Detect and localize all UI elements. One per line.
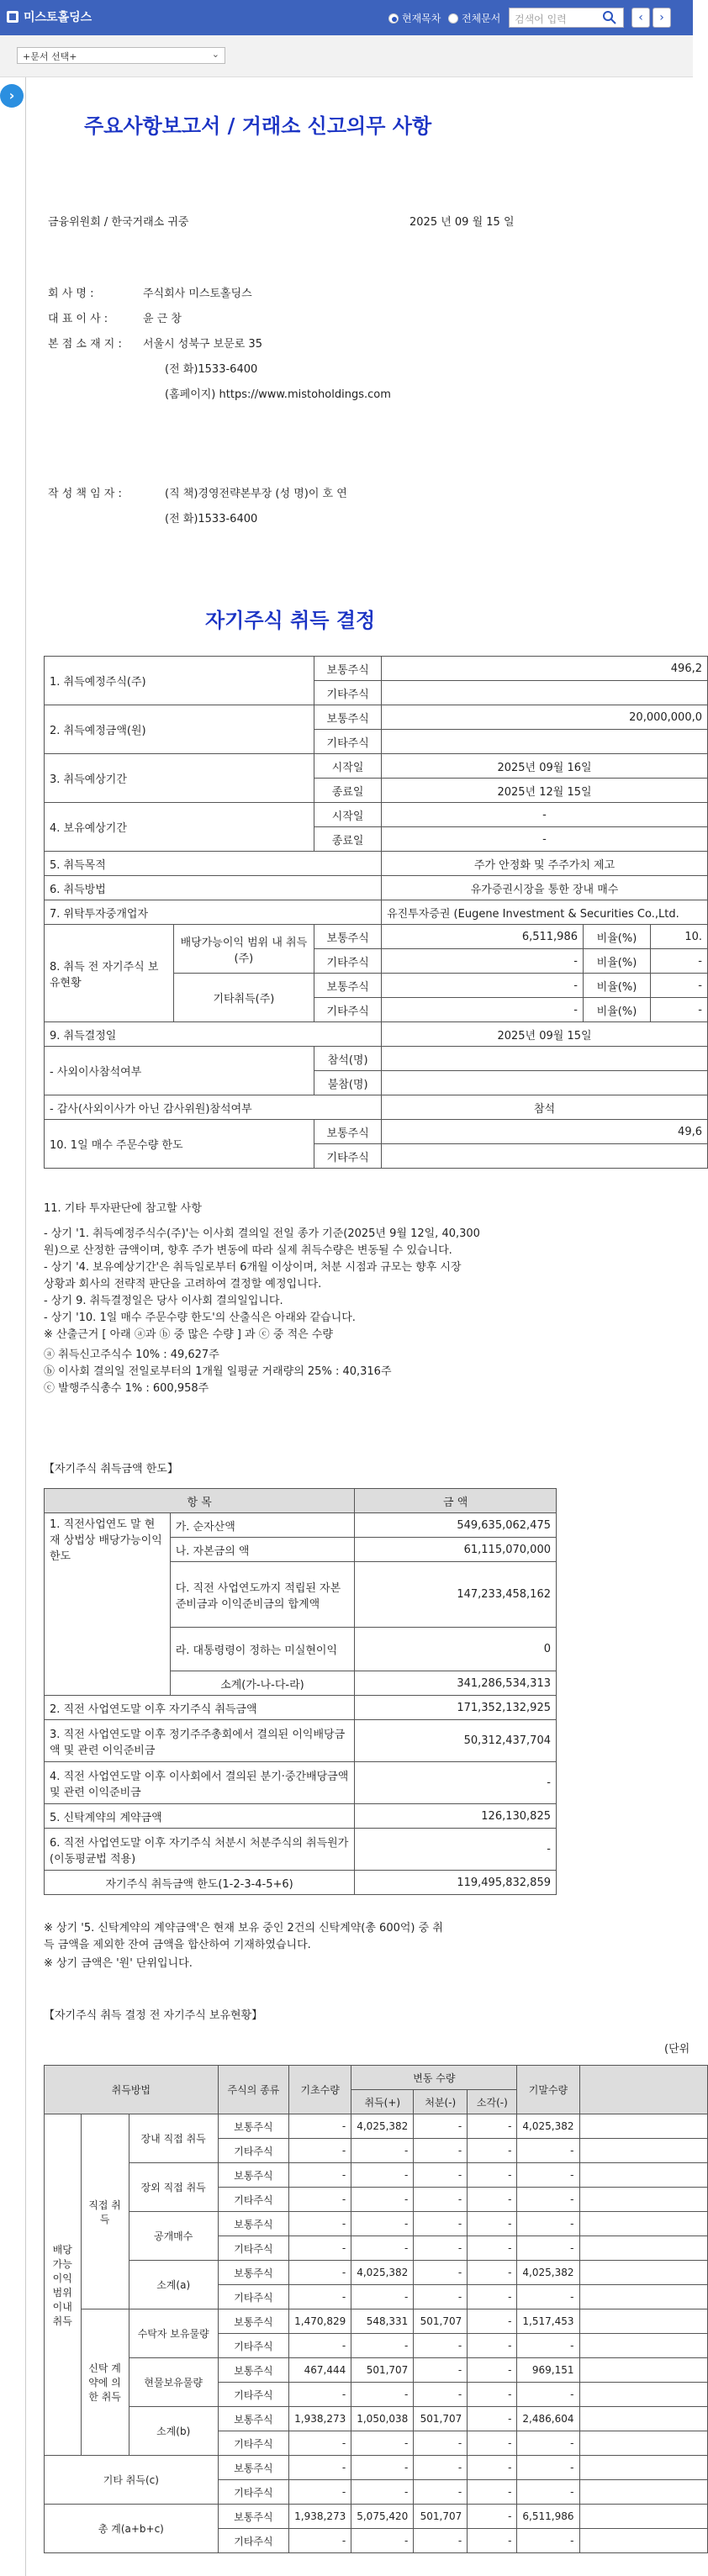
table-cell: - bbox=[517, 2334, 579, 2358]
section-title: 자기주식 취득 결정 bbox=[205, 608, 376, 632]
table-cell bbox=[579, 2139, 708, 2163]
table-cell: - bbox=[414, 2236, 468, 2261]
table-cell: 147,233,458,162 bbox=[355, 1562, 557, 1628]
table-cell: - bbox=[468, 2529, 517, 2553]
table-cell: - bbox=[650, 974, 707, 998]
table-cell: - bbox=[289, 2261, 351, 2285]
table-cell: 보통주식 bbox=[218, 2407, 288, 2431]
table-cell bbox=[579, 2236, 708, 2261]
table-cell: 배당 가능 이익 범위 이내 취득 bbox=[45, 2114, 82, 2456]
note-line: - 상기 9. 취득결정일은 당사 이사회 결의일입니다. bbox=[44, 1295, 283, 1307]
table-cell: 기말수량 bbox=[517, 2066, 579, 2114]
table-cell: 126,130,825 bbox=[355, 1804, 557, 1829]
table-cell bbox=[579, 2480, 708, 2505]
table-cell: 0 bbox=[355, 1628, 557, 1671]
table-cell: 6. 취득방법 bbox=[45, 876, 382, 900]
table-cell: - bbox=[468, 2383, 517, 2407]
table-cell: 주가 안정화 및 주주가치 제고 bbox=[382, 852, 708, 876]
table-cell: 비율(%) bbox=[584, 974, 651, 998]
table-cell: - bbox=[351, 2383, 414, 2407]
report-date: 2025 년 09 월 15 일 bbox=[409, 216, 515, 229]
table-row bbox=[45, 2212, 708, 2236]
table-cell: 4,025,382 bbox=[351, 2114, 414, 2139]
table-cell: 보통주식 bbox=[218, 2212, 288, 2236]
table-cell: 501,707 bbox=[414, 2407, 468, 2431]
table-cell: - bbox=[414, 2383, 468, 2407]
table-cell: 종료일 bbox=[314, 827, 382, 852]
table-cell: 549,635,062,475 bbox=[355, 1513, 557, 1538]
table-cell: 4. 직전 사업연도말 이후 이사회에서 결의된 분기·중간배당금액 및 관련 이익준비금 bbox=[45, 1762, 355, 1804]
holding-table bbox=[44, 2065, 708, 2553]
table-cell bbox=[579, 2334, 708, 2358]
app-title: 미스토홀딩스 bbox=[24, 11, 92, 24]
table-cell: 시작일 bbox=[314, 754, 382, 779]
table-cell: 기타주식 bbox=[314, 1144, 382, 1169]
table-cell: 2. 취득예정금액(원) bbox=[45, 705, 314, 754]
table-cell: 3. 취득예상기간 bbox=[45, 754, 314, 803]
table-cell: 기타주식 bbox=[218, 2529, 288, 2553]
unit-label: (단위 bbox=[664, 2043, 690, 2056]
table-cell: - bbox=[468, 2163, 517, 2188]
recipient: 금융위원회 / 한국거래소 귀중 bbox=[48, 216, 189, 229]
table-cell: 보통주식 bbox=[314, 705, 382, 730]
note-line: ※ 산출근거 [ 아래 ⓐ과 ⓑ 중 많은 수량 ] 과 ⓒ 중 적은 수량 bbox=[44, 1328, 333, 1341]
table-cell: - bbox=[650, 949, 707, 974]
table-cell: - 사외이사참석여부 bbox=[45, 1047, 314, 1095]
table-cell: - bbox=[382, 803, 708, 827]
table-row bbox=[45, 2505, 708, 2529]
table-cell: - bbox=[289, 2480, 351, 2505]
table-cell: 467,444 bbox=[289, 2358, 351, 2383]
table-cell bbox=[579, 2285, 708, 2309]
table-cell: 주식의 종류 bbox=[218, 2066, 288, 2114]
table-cell: 10. 1일 매수 주문수량 한도 bbox=[45, 1120, 314, 1169]
table-row bbox=[45, 2114, 708, 2139]
table-cell: 나. 자본금의 액 bbox=[170, 1538, 355, 1562]
table-cell: 종료일 bbox=[314, 779, 382, 803]
table-cell: 공개매수 bbox=[129, 2212, 218, 2261]
limit-note: ※ 상기 금액은 '원' 단위입니다. bbox=[44, 1957, 193, 1970]
table-cell: - bbox=[414, 2431, 468, 2456]
table-cell: 4. 보유예상기간 bbox=[45, 803, 314, 852]
document-select[interactable]: +문서 선택+ ⌄ bbox=[17, 47, 225, 64]
table-cell: - bbox=[517, 2212, 579, 2236]
table-cell: 5. 취득목적 bbox=[45, 852, 382, 876]
table-cell: - bbox=[414, 2529, 468, 2553]
table-cell: - bbox=[351, 2480, 414, 2505]
table-cell: 1,050,038 bbox=[351, 2407, 414, 2431]
prev-button[interactable]: ‹ bbox=[631, 8, 650, 28]
table-cell: - bbox=[414, 2163, 468, 2188]
table-cell bbox=[579, 2261, 708, 2285]
table-cell: - bbox=[414, 2285, 468, 2309]
table-cell: 보통주식 bbox=[314, 1120, 382, 1144]
table-cell: - bbox=[355, 1762, 557, 1804]
table-cell: 보통주식 bbox=[218, 2163, 288, 2188]
table-cell: 보통주식 bbox=[314, 925, 382, 949]
table-cell: 금 액 bbox=[355, 1489, 557, 1513]
table-cell: 3. 직전 사업연도말 이후 정기주주총회에서 결의된 이익배당금액 및 관련 이익준비금 bbox=[45, 1720, 355, 1762]
search-icon[interactable] bbox=[601, 9, 618, 26]
table-cell bbox=[579, 2383, 708, 2407]
table-row bbox=[45, 2456, 708, 2480]
table-cell bbox=[579, 2114, 708, 2139]
table-cell: 2,486,604 bbox=[517, 2407, 579, 2431]
table-cell: 현물보유물량 bbox=[129, 2358, 218, 2407]
table-cell: - bbox=[468, 2285, 517, 2309]
table-cell: 6. 직전 사업연도말 이후 자기주식 처분시 처분주식의 취득원가 (이동평균법 적용) bbox=[45, 1829, 355, 1871]
table-cell: - bbox=[517, 2480, 579, 2505]
holding-title: 【자기주식 취득 결정 전 자기주식 보유현황】 bbox=[44, 2009, 263, 2022]
next-button[interactable]: › bbox=[653, 8, 671, 28]
table-cell: 기타취득(주) bbox=[173, 974, 314, 1022]
table-cell: 기타주식 bbox=[314, 949, 382, 974]
phone: (전 화)1533-6400 bbox=[165, 363, 258, 376]
table-cell: - bbox=[517, 2529, 579, 2553]
table-cell: 소각(-) bbox=[468, 2090, 517, 2114]
table-cell: - bbox=[289, 2456, 351, 2480]
radio-unselected-icon bbox=[448, 13, 458, 24]
limit-note: 득 금액을 제외한 잔여 금액을 합산하여 기재하였습니다. bbox=[44, 1939, 311, 1951]
table-cell: - bbox=[382, 827, 708, 852]
table-cell: - bbox=[468, 2480, 517, 2505]
table-cell: 총 계(a+b+c) bbox=[45, 2505, 219, 2553]
table-cell: 2025년 12월 15일 bbox=[382, 779, 708, 803]
table-cell bbox=[579, 2066, 708, 2114]
table-cell bbox=[382, 1144, 708, 1169]
table-cell: - bbox=[517, 2383, 579, 2407]
notes-title: 11. 기타 투자판단에 참고할 사항 bbox=[44, 1202, 202, 1215]
table-cell: 1,938,273 bbox=[289, 2505, 351, 2529]
table-cell: - bbox=[382, 998, 584, 1022]
table-cell: - bbox=[382, 974, 584, 998]
table-cell: - bbox=[468, 2456, 517, 2480]
table-cell: - bbox=[517, 2456, 579, 2480]
table-cell bbox=[579, 2505, 708, 2529]
table-cell: - bbox=[351, 2285, 414, 2309]
table-cell: 1,517,453 bbox=[517, 2309, 579, 2334]
table-cell: 변동 수량 bbox=[351, 2066, 517, 2090]
table-cell: - bbox=[414, 2114, 468, 2139]
table-cell: 비율(%) bbox=[584, 925, 651, 949]
table-cell: - bbox=[289, 2285, 351, 2309]
table-cell: 수탁자 보유물량 bbox=[129, 2309, 218, 2358]
table-cell: - bbox=[414, 2261, 468, 2285]
table-cell: - bbox=[468, 2407, 517, 2431]
table-cell: 비율(%) bbox=[584, 949, 651, 974]
table-cell: - bbox=[351, 2334, 414, 2358]
table-cell: - bbox=[289, 2529, 351, 2553]
table-cell: - bbox=[517, 2285, 579, 2309]
table-cell: - bbox=[351, 2431, 414, 2456]
table-cell: 기타주식 bbox=[314, 998, 382, 1022]
table-cell: 비율(%) bbox=[584, 998, 651, 1022]
table-cell: 7. 위탁투자중개업자 bbox=[45, 900, 382, 925]
label: 회 사 명 : bbox=[48, 288, 94, 300]
table-cell: - bbox=[517, 2188, 579, 2212]
table-cell: - bbox=[517, 2163, 579, 2188]
table-cell: 2025년 09월 15일 bbox=[382, 1022, 708, 1047]
table-cell bbox=[579, 2529, 708, 2553]
report-title: 주요사항보고서 / 거래소 신고의무 사항 bbox=[84, 113, 432, 138]
table-cell: - bbox=[414, 2456, 468, 2480]
table-cell: 기타주식 bbox=[314, 730, 382, 754]
search-input[interactable]: 검색어 입력 bbox=[509, 8, 624, 28]
decision-table bbox=[44, 656, 708, 1169]
table-cell: 유진투자증권 (Eugene Investment & Securities Co.,Ltd. bbox=[382, 900, 708, 925]
ceo-name: 윤 근 창 bbox=[143, 313, 182, 325]
limit-table bbox=[44, 1488, 557, 1895]
table-cell: 1. 취득예정주식(주) bbox=[45, 657, 314, 705]
note-line: 원)으로 산정한 금액이며, 향후 주가 변동에 따라 실제 취득수량은 변동될 수 있습니다. bbox=[44, 1244, 452, 1257]
table-cell: 기타주식 bbox=[218, 2383, 288, 2407]
table-cell: - bbox=[468, 2309, 517, 2334]
table-cell: - bbox=[382, 949, 584, 974]
note-line: ⓑ 이사회 결의일 전일로부터의 1개월 일평균 거래량의 25% : 40,316주 bbox=[44, 1365, 392, 1378]
table-cell: 유가증권시장을 통한 장내 매수 bbox=[382, 876, 708, 900]
table-cell: 참석 bbox=[382, 1095, 708, 1120]
table-row bbox=[45, 2163, 708, 2188]
table-cell: - bbox=[355, 1829, 557, 1871]
table-cell: - bbox=[468, 2334, 517, 2358]
table-cell bbox=[579, 2188, 708, 2212]
table-cell: - bbox=[414, 2480, 468, 2505]
table-cell: - bbox=[468, 2358, 517, 2383]
writer: (직 책)경영전략본부장 (성 명)이 호 연 bbox=[165, 488, 347, 500]
table-cell: - bbox=[289, 2188, 351, 2212]
table-cell: 171,352,132,925 bbox=[355, 1696, 557, 1720]
table-cell: 4,025,382 bbox=[517, 2261, 579, 2285]
table-cell: 501,707 bbox=[351, 2358, 414, 2383]
table-cell: 61,115,070,000 bbox=[355, 1538, 557, 1562]
table-cell: 501,707 bbox=[414, 2505, 468, 2529]
table-cell: - bbox=[468, 2212, 517, 2236]
table-cell: 기타주식 bbox=[218, 2431, 288, 2456]
table-cell: - bbox=[351, 2139, 414, 2163]
radio-current-section[interactable]: 현재목차 bbox=[388, 11, 441, 25]
limit-note: ※ 상기 '5. 신탁계약의 계약금액'은 현재 보유 중인 2건의 신탁계약(총 600억) 중 취 bbox=[44, 1922, 443, 1935]
table-cell: - bbox=[414, 2358, 468, 2383]
table-cell: 1,470,829 bbox=[289, 2309, 351, 2334]
address: 서울시 성북구 보문로 35 bbox=[143, 338, 262, 351]
table-cell: 소계(a) bbox=[129, 2261, 218, 2309]
table-cell: 119,495,832,859 bbox=[355, 1871, 557, 1895]
table-cell bbox=[579, 2309, 708, 2334]
table-cell: 5,075,420 bbox=[351, 2505, 414, 2529]
table-cell: 보통주식 bbox=[218, 2114, 288, 2139]
company-name: 주식회사 미스토홀딩스 bbox=[143, 288, 252, 300]
table-cell bbox=[382, 681, 708, 705]
table-cell: 548,331 bbox=[351, 2309, 414, 2334]
table-cell: 20,000,000,0 bbox=[382, 705, 708, 730]
table-cell: - bbox=[351, 2188, 414, 2212]
table-cell: 소계(b) bbox=[129, 2407, 218, 2456]
table-cell bbox=[579, 2456, 708, 2480]
table-cell: 기타주식 bbox=[218, 2480, 288, 2505]
note-line: ⓐ 취득신고주식수 10% : 49,627주 bbox=[44, 1349, 219, 1361]
table-cell bbox=[382, 1047, 708, 1071]
table-cell: 자기주식 취득금액 한도(1-2-3-4-5+6) bbox=[45, 1871, 355, 1895]
table-cell bbox=[382, 730, 708, 754]
table-cell: - bbox=[289, 2431, 351, 2456]
table-row bbox=[45, 2358, 708, 2383]
table-cell: 969,151 bbox=[517, 2358, 579, 2383]
table-cell: 6,511,986 bbox=[382, 925, 584, 949]
table-cell: 8. 취득 전 자기주식 보유현황 bbox=[45, 925, 174, 1022]
table-cell: - bbox=[414, 2139, 468, 2163]
table-cell: 10. bbox=[650, 925, 707, 949]
table-cell: 기타주식 bbox=[218, 2139, 288, 2163]
table-cell: 1,938,273 bbox=[289, 2407, 351, 2431]
table-cell: 장내 직접 취득 bbox=[129, 2114, 218, 2163]
writer-phone: (전 화)1533-6400 bbox=[165, 513, 258, 525]
table-cell: - bbox=[468, 2188, 517, 2212]
table-cell: 가. 순자산액 bbox=[170, 1513, 355, 1538]
table-cell: 라. 대통령령이 정하는 미실현이익 bbox=[170, 1628, 355, 1671]
table-cell: - bbox=[650, 998, 707, 1022]
table-cell bbox=[579, 2212, 708, 2236]
table-cell: 50,312,437,704 bbox=[355, 1720, 557, 1762]
table-cell: - bbox=[517, 2236, 579, 2261]
table-cell: - bbox=[289, 2334, 351, 2358]
table-cell: - bbox=[289, 2114, 351, 2139]
table-cell: - bbox=[468, 2114, 517, 2139]
table-cell: - bbox=[468, 2261, 517, 2285]
table-cell: - bbox=[351, 2529, 414, 2553]
table-cell: - bbox=[289, 2163, 351, 2188]
table-cell: 보통주식 bbox=[314, 657, 382, 681]
table-cell: 시작일 bbox=[314, 803, 382, 827]
table-cell: - bbox=[351, 2212, 414, 2236]
table-cell: - bbox=[414, 2334, 468, 2358]
table-cell: 9. 취득결정일 bbox=[45, 1022, 382, 1047]
table-cell: - bbox=[468, 2139, 517, 2163]
table-cell: - bbox=[414, 2188, 468, 2212]
table-cell: 신탁 계약에 의한 취득 bbox=[81, 2309, 129, 2456]
homepage: (홈페이지) https://www.mistoholdings.com bbox=[165, 388, 391, 401]
table-cell bbox=[579, 2407, 708, 2431]
table-cell: 기타주식 bbox=[218, 2236, 288, 2261]
table-cell: 보통주식 bbox=[218, 2505, 288, 2529]
note-line: - 상기 '1. 취득예정주식수(주)'는 이사회 결의일 전일 종가 기준(2025년 9월 12일, 40,300 bbox=[44, 1227, 480, 1240]
table-cell: 496,2 bbox=[382, 657, 708, 681]
table-cell: 기타주식 bbox=[218, 2188, 288, 2212]
table-cell: 보통주식 bbox=[218, 2358, 288, 2383]
table-cell: 다. 직전 사업연도까지 적립된 자본준비금과 이익준비금의 합계액 bbox=[170, 1562, 355, 1628]
table-cell: 501,707 bbox=[414, 2309, 468, 2334]
table-cell: 처분(-) bbox=[414, 2090, 468, 2114]
table-cell: - bbox=[517, 2139, 579, 2163]
table-cell: - bbox=[289, 2139, 351, 2163]
table-cell: 4,025,382 bbox=[517, 2114, 579, 2139]
table-cell: 2. 직전 사업연도말 이후 자기주식 취득금액 bbox=[45, 1696, 355, 1720]
table-cell: - bbox=[468, 2505, 517, 2529]
table-cell: - bbox=[289, 2236, 351, 2261]
table-cell: 배당가능이익 범위 내 취득(주) bbox=[173, 925, 314, 974]
table-cell: - bbox=[351, 2163, 414, 2188]
table-cell: 6,511,986 bbox=[517, 2505, 579, 2529]
table-cell: 취득(+) bbox=[351, 2090, 414, 2114]
table-cell: 보통주식 bbox=[218, 2309, 288, 2334]
table-cell: 49,6 bbox=[382, 1120, 708, 1144]
radio-selected-icon bbox=[388, 13, 399, 24]
table-cell bbox=[579, 2431, 708, 2456]
table-cell: 보통주식 bbox=[218, 2456, 288, 2480]
table-cell bbox=[579, 2358, 708, 2383]
table-cell: - bbox=[351, 2236, 414, 2261]
table-cell: 소계(가-나-다-라) bbox=[170, 1671, 355, 1696]
table-cell: - bbox=[517, 2431, 579, 2456]
table-cell: 보통주식 bbox=[314, 974, 382, 998]
table-cell: 취득방법 bbox=[45, 2066, 219, 2114]
table-row bbox=[45, 2407, 708, 2431]
limit-title: 【자기주식 취득금액 한도】 bbox=[44, 1463, 178, 1475]
table-cell: - bbox=[468, 2431, 517, 2456]
table-cell: 직접 취득 bbox=[81, 2114, 129, 2309]
table-cell: - bbox=[289, 2383, 351, 2407]
table-cell: 기타 취득(c) bbox=[45, 2456, 219, 2505]
note-line: - 상기 '4. 보유예상기간'은 취득일로부터 6개월 이상이며, 처분 시점과 규모는 향후 시장 bbox=[44, 1261, 462, 1274]
table-cell: 1. 직전사업연도 말 현재 상법상 배당가능이익 한도 bbox=[45, 1513, 171, 1696]
table-cell: 2025년 09월 16일 bbox=[382, 754, 708, 779]
note-line: - 상기 '10. 1일 매수 주문수량 한도'의 산출식은 아래와 같습니다. bbox=[44, 1312, 356, 1324]
table-cell: 장외 직접 취득 bbox=[129, 2163, 218, 2212]
table-cell bbox=[579, 2163, 708, 2188]
table-cell: - 감사(사외이사가 아닌 감사위원)참석여부 bbox=[45, 1095, 382, 1120]
table-cell: 4,025,382 bbox=[351, 2261, 414, 2285]
label: 대 표 이 사 : bbox=[48, 313, 108, 325]
table-cell: - bbox=[414, 2212, 468, 2236]
chevron-down-icon: ⌄ bbox=[211, 49, 219, 60]
note-line: 상황과 회사의 전략적 판단을 고려하여 결정할 예정입니다. bbox=[44, 1278, 322, 1291]
table-cell: 보통주식 bbox=[218, 2261, 288, 2285]
radio-all-documents[interactable]: 전체문서 bbox=[448, 11, 500, 25]
table-row bbox=[45, 2309, 708, 2334]
table-cell bbox=[382, 1071, 708, 1095]
label: 작 성 책 임 자 : bbox=[48, 488, 122, 500]
table-cell: 341,286,534,313 bbox=[355, 1671, 557, 1696]
table-cell: 기타주식 bbox=[218, 2285, 288, 2309]
table-cell: - bbox=[351, 2456, 414, 2480]
app-logo-icon bbox=[7, 11, 18, 23]
top-bar bbox=[0, 0, 693, 35]
table-cell: 불참(명) bbox=[314, 1071, 382, 1095]
table-cell: 기초수량 bbox=[289, 2066, 351, 2114]
table-row bbox=[45, 2261, 708, 2285]
note-line: ⓒ 발행주식총수 1% : 600,958주 bbox=[44, 1382, 209, 1395]
table-cell: - bbox=[289, 2212, 351, 2236]
table-cell: 참석(명) bbox=[314, 1047, 382, 1071]
table-cell: 5. 신탁계약의 계약금액 bbox=[45, 1804, 355, 1829]
table-cell: - bbox=[468, 2236, 517, 2261]
label: 본 점 소 재 지 : bbox=[48, 338, 122, 351]
sidebar-toggle-button[interactable]: › bbox=[0, 84, 24, 108]
table-cell: 항 목 bbox=[45, 1489, 355, 1513]
table-cell: 기타주식 bbox=[314, 681, 382, 705]
table-cell: 기타주식 bbox=[218, 2334, 288, 2358]
